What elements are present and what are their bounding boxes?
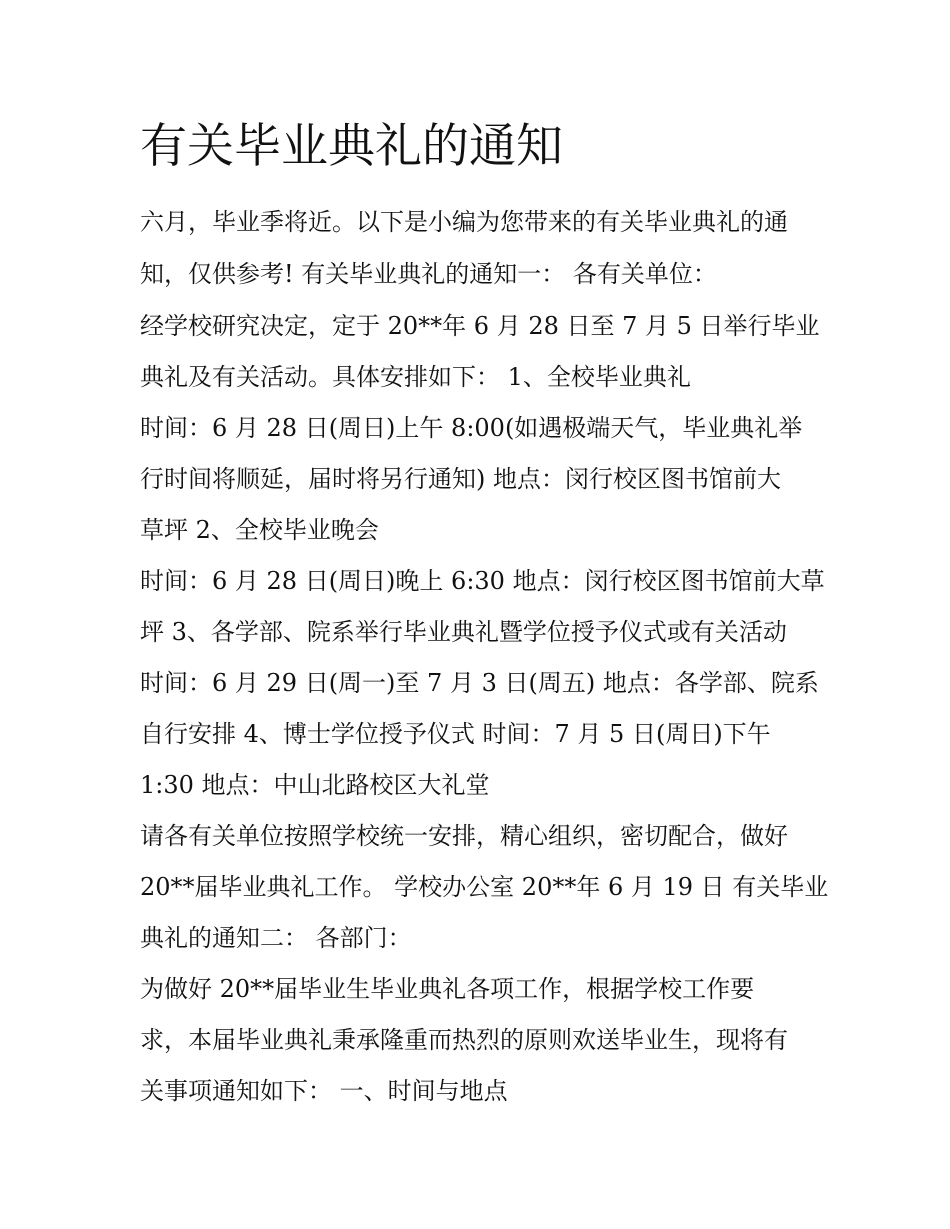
body-line-11: 自行安排 4、博士学位授予仪式 时间：7 月 5 日(周日)下午 xyxy=(140,720,771,748)
body-line-7: 草坪 2、全校毕业晚会 xyxy=(140,516,379,544)
body-line-10: 时间：6 月 29 日(周一)至 7 月 3 日(周五) 地点：各学部、院系 xyxy=(140,669,819,697)
document-title: 有关毕业典礼的通知 xyxy=(140,119,563,174)
body-line-3: 经学校研究决定，定于 20**年 6 月 28 日至 7 月 5 日举行毕业 xyxy=(140,312,820,340)
body-line-15: 典礼的通知二： 各部门： xyxy=(140,924,412,952)
body-line-5: 时间：6 月 28 日(周日)上午 8:00(如遇极端天气，毕业典礼举 xyxy=(140,414,803,442)
body-line-1: 六月，毕业季将近。以下是小编为您带来的有关毕业典礼的通 xyxy=(140,208,788,236)
body-line-8: 时间：6 月 28 日(周日)晚上 6:30 地点：闵行校区图书馆前大草 xyxy=(140,567,825,595)
body-line-13: 请各有关单位按照学校统一安排，精心组织，密切配合，做好 xyxy=(140,822,788,850)
body-line-4: 典礼及有关活动。具体安排如下： 1、全校毕业典礼 xyxy=(140,363,691,391)
body-line-18: 关事项通知如下： 一、时间与地点 xyxy=(140,1077,508,1105)
body-line-12: 1:30 地点：中山北路校区大礼堂 xyxy=(140,771,490,799)
body-line-14: 20**届毕业典礼工作。 学校办公室 20**年 6 月 19 日 有关毕业 xyxy=(140,873,829,901)
body-line-16: 为做好 20**届毕业生毕业典礼各项工作，根据学校工作要 xyxy=(140,975,755,1003)
body-line-17: 求，本届毕业典礼秉承隆重而热烈的原则欢送毕业生，现将有 xyxy=(140,1026,788,1054)
body-line-6: 行时间将顺延，届时将另行通知) 地点：闵行校区图书馆前大 xyxy=(140,465,781,493)
body-line-9: 坪 3、各学部、院系举行毕业典礼暨学位授予仪式或有关活动 xyxy=(140,618,787,646)
body-line-2: 知，仅供参考! 有关毕业典礼的通知一： 各有关单位： xyxy=(140,260,717,288)
